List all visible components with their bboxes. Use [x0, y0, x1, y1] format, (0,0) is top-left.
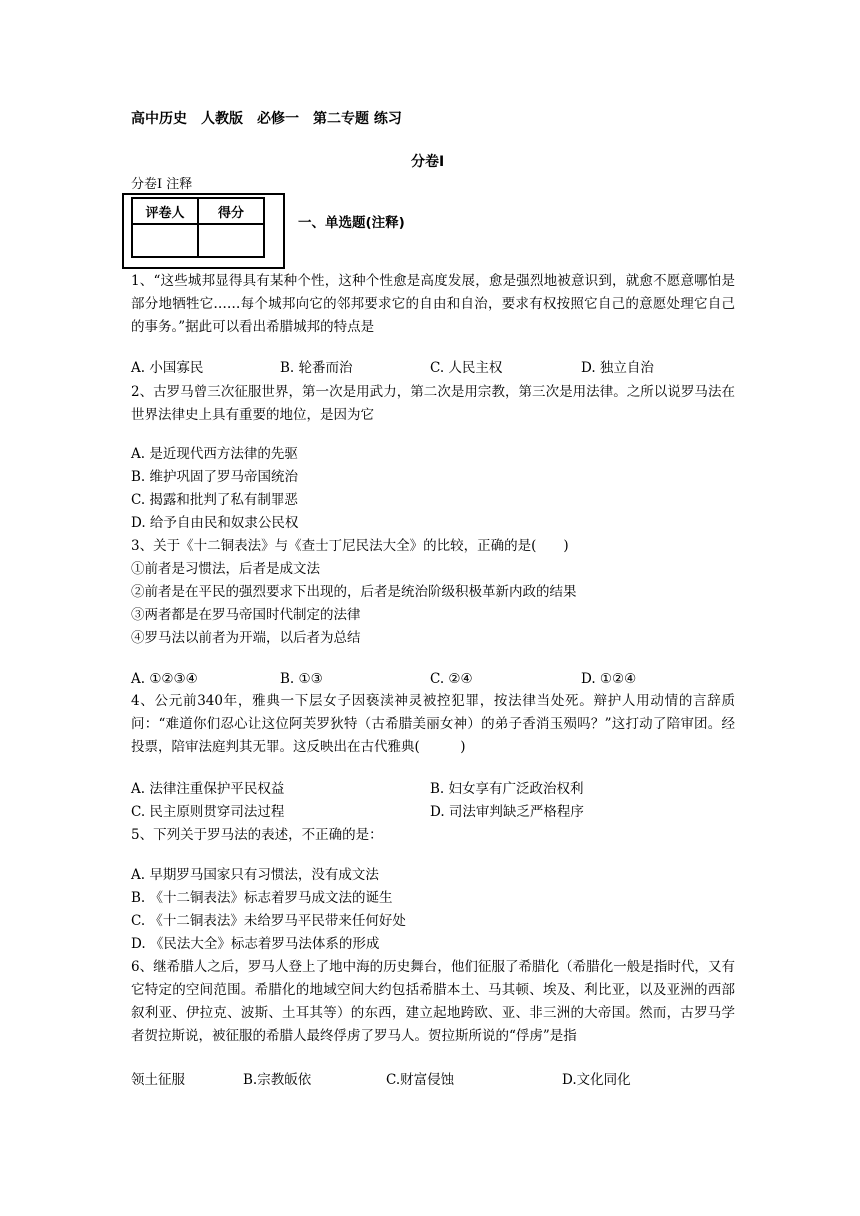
question-1-option-b: B. 轮番而治	[280, 360, 353, 376]
question-5-option-d: D. 《民法大全》标志着罗马法体系的形成	[131, 936, 380, 952]
score-table	[131, 197, 265, 258]
question-3-option-c: C. ②④	[430, 671, 473, 687]
question-4-option-a: A. 法律注重保护平民权益	[131, 781, 285, 797]
question-2-option-b: B. 维护巩固了罗马帝国统治	[131, 469, 299, 485]
question-6-stem: 6、继希腊人之后，罗马人登上了地中海的历史舞台，他们征服了希腊化（希腊化一般是指时代，又有它特定的空间范围。希腊化的地域空间大约包括希腊本土、马其顿、埃及、利比亚，以及亚洲的西部叙利亚、伊拉克、波斯、土耳其等）的东西，建立起地跨欧、亚、非三洲的大帝国。然而，古罗马学者贺拉斯说，被征服的希腊人最终俘虏了罗马人。贺拉斯所说的“俘虏”是指	[131, 959, 735, 1044]
question-5-option-c: C. 《十二铜表法》未给罗马平民带来任何好处	[131, 913, 406, 929]
question-3-option-a: A. ①②③④	[131, 671, 198, 687]
document-title: 高中历史 人教版 必修一 第二专题 练习	[131, 111, 402, 127]
question-6-option-d: D.文化同化	[562, 1072, 631, 1088]
question-1-option-d: D. 独立自治	[581, 360, 654, 376]
score-table-cell-score	[198, 224, 264, 257]
question-3-statement-2: ②前者是在平民的强烈要求下出现的，后者是统治阶级积极革新内政的结果	[131, 584, 577, 600]
question-1-stem: 1、“这些城邦显得具有某种个性，这种个性愈是高度发展，愈是强烈地被意识到，就愈不愿意哪怕是部分地牺牲它……每个城邦向它的邻邦要求它的自由和自治，要求有权按照它自己的意愿处理它自己的事务。”据此可以看出希腊城邦的特点是	[131, 273, 735, 335]
question-4-option-d: D. 司法审判缺乏严格程序	[430, 804, 584, 820]
question-2-option-d: D. 给予自由民和奴隶公民权	[131, 515, 299, 531]
question-1-option-a: A. 小国寡民	[131, 360, 204, 376]
question-5-option-a: A. 早期罗马国家只有习惯法，没有成文法	[131, 867, 379, 883]
question-2-option-a: A. 是近现代西方法律的先驱	[131, 446, 298, 462]
score-table-header-grader: 评卷人	[132, 198, 198, 224]
question-5-option-b: B. 《十二铜表法》标志着罗马成文法的诞生	[131, 890, 393, 906]
question-6-option-a: 领土征服	[131, 1072, 185, 1088]
score-table-cell-grader	[132, 224, 198, 257]
question-3-option-d: D. ①②④	[581, 671, 637, 687]
question-3-option-b: B. ①③	[280, 671, 323, 687]
question-6-option-c: C.财富侵蚀	[386, 1072, 455, 1088]
question-2-option-c: C. 揭露和批判了私有制罪恶	[131, 492, 298, 508]
question-2-stem: 2、古罗马曾三次征服世界，第一次是用武力，第二次是用宗教，第三次是用法律。之所以说罗马法在世界法律史上具有重要的地位，是因为它	[131, 384, 735, 423]
section-note: 分卷I 注释	[131, 177, 193, 192]
question-4-option-b: B. 妇女享有广泛政治权利	[430, 781, 584, 797]
question-6-option-b: B.宗教皈依	[243, 1072, 312, 1088]
question-3-statement-3: ③两者都是在罗马帝国时代制定的法律	[131, 607, 361, 623]
score-table-header-score: 得分	[198, 198, 264, 224]
question-4-stem: 4、公元前340年，雅典一下层女子因亵渎神灵被控犯罪，按法律当处死。辩护人用动情的言辞质问：“难道你们忍心让这位阿芙罗狄特（古希腊美丽女神）的弟子香消玉殒吗？”这打动了陪审团。经投票，陪审法庭判其无罪。这反映出在古代雅典( )	[131, 693, 735, 755]
question-5-stem: 5、下列关于罗马法的表述，不正确的是：	[131, 827, 383, 843]
question-4-option-c: C. 民主原则贯穿司法过程	[131, 804, 285, 820]
section-title: 分卷I	[411, 154, 445, 170]
part-heading: 一、单选题(注释)	[298, 215, 405, 231]
question-1-option-c: C. 人民主权	[430, 360, 503, 376]
question-3-statement-4: ④罗马法以前者为开端，以后者为总结	[131, 630, 361, 646]
question-3-stem: 3、关于《十二铜表法》与《查士丁尼民法大全》的比较，正确的是( )	[131, 538, 569, 554]
question-3-statement-1: ①前者是习惯法，后者是成文法	[131, 561, 320, 577]
